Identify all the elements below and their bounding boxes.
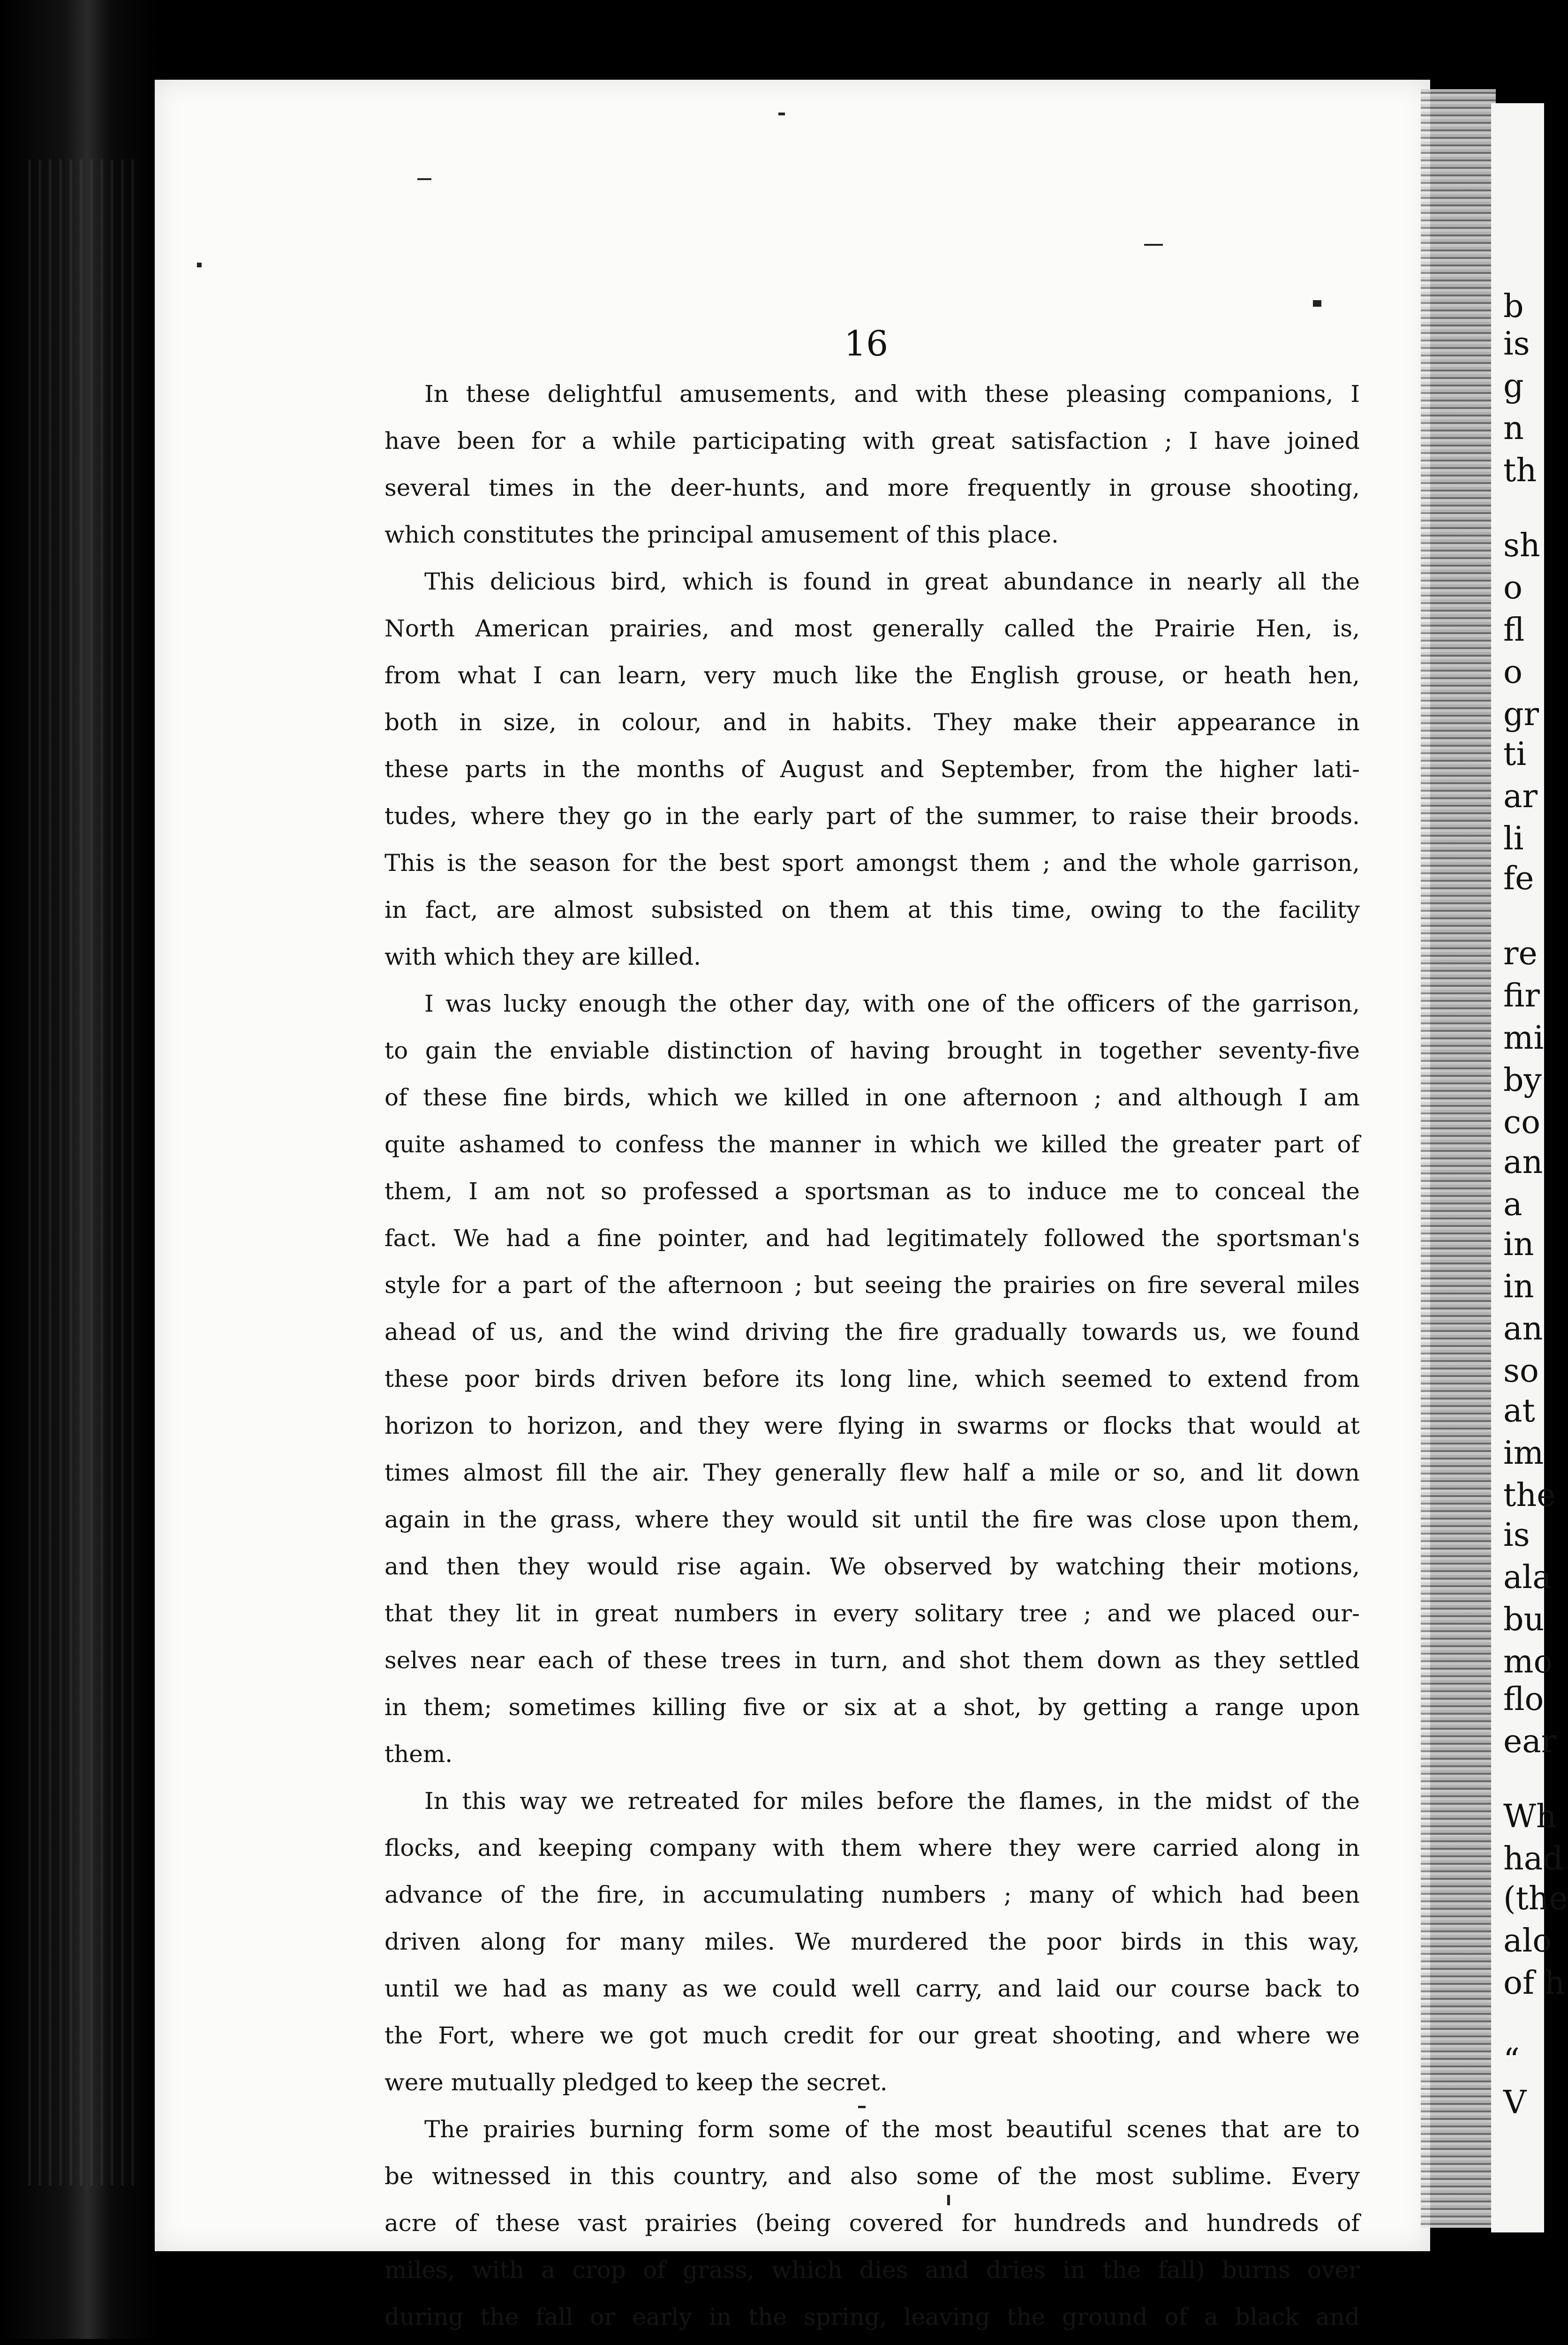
text-line: both in size, in colour, and in habits. They make their appearance in — [384, 709, 1360, 736]
text-line: be witnessed in this country, and also some of the most sublime. Every — [384, 2163, 1360, 2190]
text-line: driven along for many miles. We murdered the poor birds in this way, — [384, 1928, 1360, 1955]
facing-page-text-fragment: o — [1503, 569, 1523, 606]
text-line: acre of these vast prairies (being covered for hundreds and hundreds of — [384, 2209, 1360, 2237]
facing-page-text-fragment: so — [1503, 1353, 1539, 1390]
print-speck — [778, 113, 785, 115]
text-line: several times in the deer-hunts, and more frequently in grouse shooting, — [384, 474, 1360, 501]
print-speck — [1144, 244, 1163, 246]
facing-page-text-fragment: co — [1503, 1104, 1541, 1141]
facing-page-text-fragment: gr — [1503, 696, 1539, 733]
text-line: tudes, where they go in the early part of the summer, to raise their broods. — [384, 802, 1360, 830]
text-line: ahead of us, and the wind driving the fire gradually towards us, we found — [384, 1318, 1360, 1346]
text-line: times almost fill the air. They generally flew half a mile or so, and lit down — [384, 1459, 1360, 1486]
facing-page-text-fragment: in — [1503, 1268, 1534, 1305]
facing-page-text-fragment: flo — [1503, 1681, 1544, 1718]
text-line: them, I am not so professed a sportsman as to induce me to conceal the — [384, 1178, 1360, 1205]
facing-page-text-fragment: li — [1503, 820, 1524, 857]
facing-page-text-fragment: fl — [1503, 612, 1525, 649]
facing-page-text-fragment: n — [1503, 410, 1524, 447]
text-line: to gain the enviable distinction of having brought in together seventy-five — [384, 1037, 1360, 1064]
text-line: during the fall or early in the spring, leaving the ground of a black and — [384, 2303, 1360, 2330]
text-line: advance of the fire, in accumulating numbers ; many of which had been — [384, 1881, 1360, 1908]
text-line: flocks, and keeping company with them where they were carried along in — [384, 1834, 1360, 1861]
text-line: in fact, are almost subsisted on them at this time, owing to the facility — [384, 896, 1360, 923]
facing-page-text-fragment: fe — [1503, 860, 1534, 897]
facing-page-text-fragment: in — [1503, 1226, 1534, 1263]
text-line: in them; sometimes killing five or six at a shot, by getting a range upon — [384, 1694, 1360, 1721]
print-speck — [417, 178, 431, 180]
text-line: again in the grass, where they would sit until the fire was close upon them, — [384, 1506, 1360, 1533]
facing-page-text-fragment: is — [1503, 1517, 1530, 1554]
text-line: I was lucky enough the other day, with one of the officers of the garrison, — [424, 990, 1360, 1017]
facing-page-text-fragment: ala — [1503, 1559, 1552, 1596]
facing-page-fragment — [1491, 103, 1568, 2232]
facing-page-text-fragment: g — [1503, 368, 1524, 405]
text-line: In these delightful amusements, and with these pleasing companions, I — [424, 380, 1360, 408]
facing-page-text-fragment: (the — [1503, 1880, 1568, 1917]
facing-page-text-fragment: at — [1503, 1392, 1535, 1430]
facing-page-text-fragment: V — [1503, 2084, 1527, 2121]
facing-page-text-fragment: ar — [1503, 778, 1538, 815]
facing-page-text-fragment: the — [1503, 1477, 1556, 1514]
facing-page-text-fragment: a — [1503, 1186, 1523, 1223]
text-line: of these fine birds, which we killed in one afternoon ; and although I am — [384, 1084, 1360, 1111]
text-line: until we had as many as we could well carry, and laid our course back to — [384, 1975, 1360, 2002]
print-speck — [1313, 300, 1321, 307]
text-line: them. — [384, 1740, 453, 1768]
text-line: selves near each of these trees in turn, and shot them down as they settled — [384, 1647, 1360, 1674]
facing-page-text-fragment: bu — [1503, 1601, 1545, 1638]
facing-page-text-fragment: fir — [1503, 977, 1540, 1014]
text-line — [384, 2340, 1360, 2345]
text-line: In this way we retreated for miles before the flames, in the midst of the — [424, 1787, 1360, 1815]
facing-page-text-fragment: by — [1503, 1062, 1542, 1099]
text-line: the Fort, where we got much credit for our great shooting, and where we — [384, 2022, 1360, 2049]
facing-page-text-fragment: ti — [1503, 736, 1527, 773]
facing-page-text-fragment: ear — [1503, 1723, 1557, 1760]
text-line: fact. We had a fine pointer, and had legitimately followed the sportsman's — [384, 1225, 1360, 1252]
facing-page-text-fragment: im — [1503, 1435, 1544, 1472]
facing-page-text-fragment: an — [1503, 1144, 1543, 1181]
text-line: quite ashamed to confess the manner in which we killed the greater part of — [384, 1131, 1360, 1158]
text-line: were mutually pledged to keep the secret. — [384, 2069, 888, 2096]
page-body-text — [384, 371, 1360, 2345]
facing-page-text-fragment: “ — [1503, 2042, 1520, 2079]
text-line: with which they are killed. — [384, 943, 701, 970]
facing-page-text-fragment: o — [1503, 654, 1523, 691]
facing-page-text-fragment: re — [1503, 935, 1538, 972]
facing-page-text-fragment: alo — [1503, 1922, 1552, 1959]
print-speck — [197, 263, 202, 267]
text-line: This is the season for the best sport amongst them ; and the whole garrison, — [384, 849, 1360, 877]
text-line: these poor birds driven before its long line, which seemed to extend from — [384, 1365, 1360, 1392]
text-line: these parts in the months of August and September, from the higher lati- — [384, 756, 1360, 783]
text-line: The prairies burning form some of the most beautiful scenes that are to — [424, 2116, 1360, 2143]
facing-page-text-fragment: had — [1503, 1840, 1563, 1877]
print-speck — [947, 2195, 950, 2205]
page-number: 16 — [844, 324, 889, 364]
text-line: that they lit in great numbers in every solitary tree ; and we placed our- — [384, 1600, 1360, 1627]
facing-page-text-fragment: th — [1503, 452, 1537, 489]
facing-page-text-fragment: b — [1503, 288, 1524, 325]
facing-page-text-fragment: an — [1503, 1310, 1543, 1347]
text-line: and then they would rise again. We observed by watching their motions, — [384, 1553, 1360, 1580]
page-edges — [1421, 89, 1496, 2228]
text-line: miles, with a crop of grass, which dies and dries in the fall) burns over — [384, 2256, 1360, 2284]
text-line: North American prairies, and most generally called the Prairie Hen, is, — [384, 615, 1360, 642]
text-line: which constitutes the principal amusement of this place. — [384, 521, 1059, 548]
facing-page-text-fragment: sh — [1503, 527, 1540, 564]
facing-page-text-fragment: is — [1503, 325, 1530, 363]
facing-page-text-fragment: mo — [1503, 1643, 1553, 1680]
gutter-shadow-strips — [28, 159, 141, 2186]
facing-page-text-fragment: mi — [1503, 1020, 1544, 1057]
facing-page-text-fragment: Wh — [1503, 1798, 1557, 1835]
text-line: This delicious bird, which is found in great abundance in nearly all the — [424, 568, 1360, 595]
facing-page-text-fragment: of h — [1503, 1965, 1565, 2002]
text-line: from what I can learn, very much like the English grouse, or heath hen, — [384, 662, 1360, 689]
text-line: have been for a while participating with great satisfaction ; I have joined — [384, 427, 1360, 454]
text-line: style for a part of the afternoon ; but seeing the prairies on fire several miles — [384, 1271, 1360, 1299]
print-speck — [858, 2106, 866, 2108]
text-line: horizon to horizon, and they were flying in swarms or flocks that would at — [384, 1412, 1360, 1439]
